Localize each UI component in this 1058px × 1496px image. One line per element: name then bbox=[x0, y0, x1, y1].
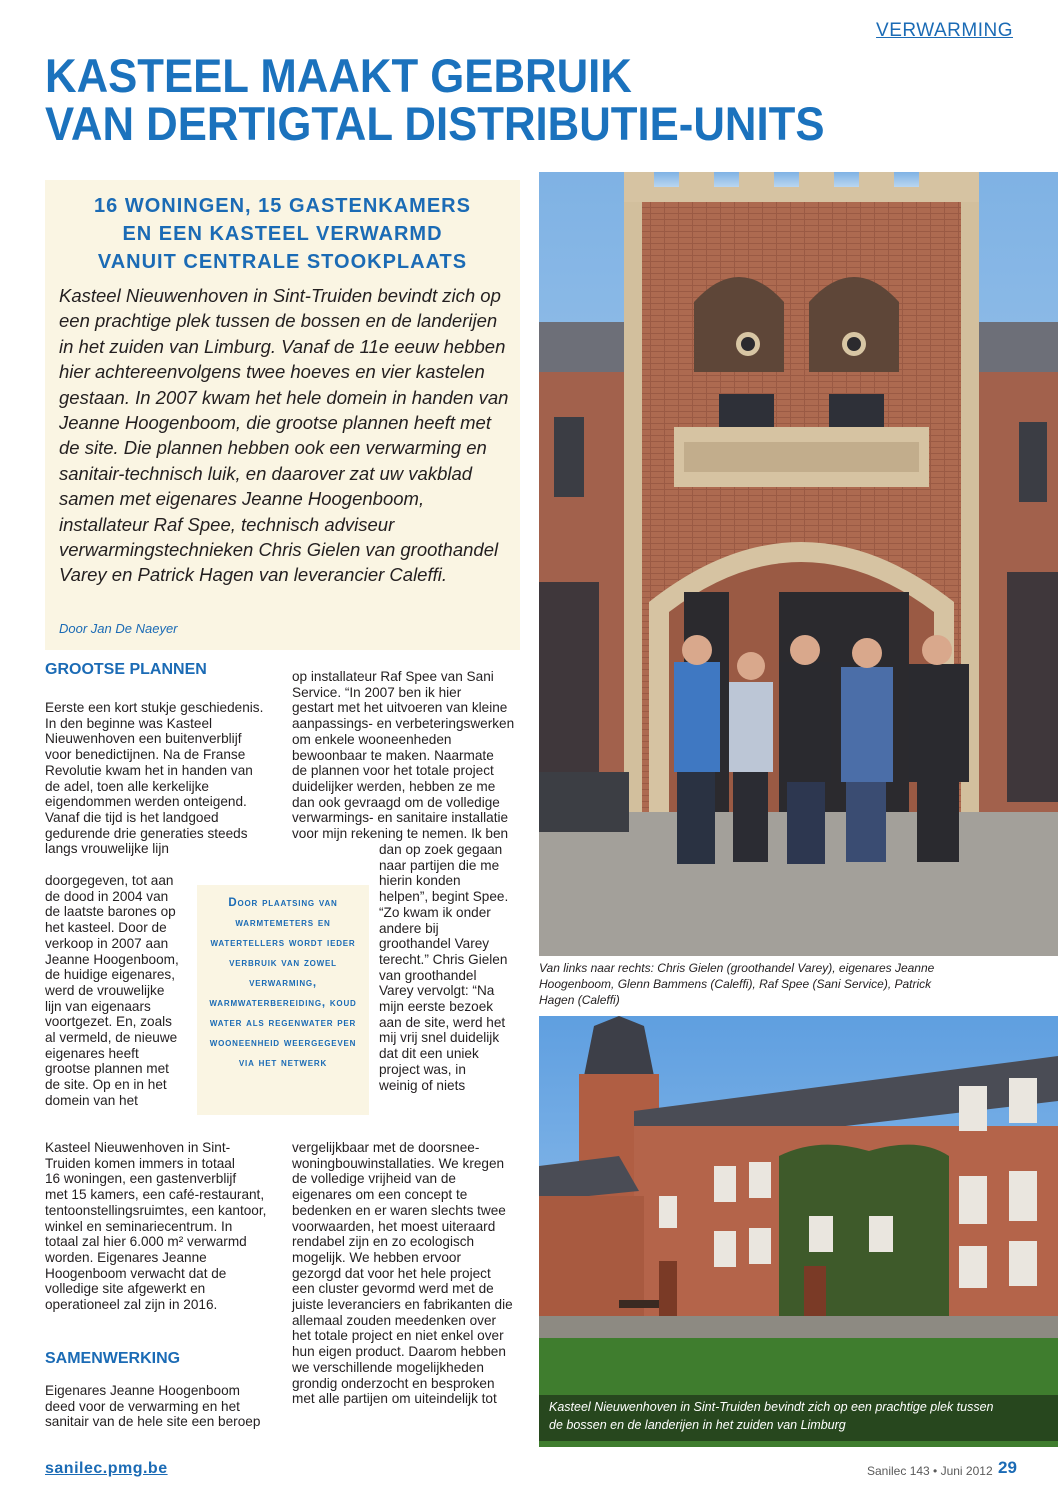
col1-paragraph-1: Eerste een kort stukje geschiedenis. In den beginne was Kasteel Nieuwenhoven een buitenverblijf voor benedictijnen. Na de Franse Revolutie kwam het in handen van de adel, toen alle kerkelijke eigendommen werden onteigend. Vanaf die tijd is het landgoed gedurende drie generaties steeds langs vrouwelijke lijn bbox=[45, 700, 264, 857]
subtitle-line: 16 WONINGEN, 15 GASTENKAMERS bbox=[94, 195, 471, 217]
intro-box bbox=[45, 180, 520, 650]
page-number: 29 bbox=[998, 1458, 1017, 1477]
byline: Door Jan De Naeyer bbox=[59, 621, 178, 636]
footer-website[interactable]: sanilec.pmg.be bbox=[45, 1460, 168, 1477]
photo-2-caption-bar bbox=[539, 1395, 1058, 1441]
photo-1-caption: Van links naar rechts: Chris Gielen (groothandel Varey), eigenares Jeanne Hoogenboom, Glenn Bammens (Caleffi), Raf Spee (Sani Service), Patrick Hagen (Caleffi) bbox=[539, 961, 935, 1008]
footer-issue: Sanilec 143 • Juni 2012 bbox=[867, 1464, 993, 1478]
pull-quote-box bbox=[197, 885, 369, 1115]
subtitle-line: EN EEN KASTEEL VERWARMD bbox=[122, 223, 443, 245]
col1-paragraph-3: Kasteel Nieuwenhoven in Sint- Truiden komen immers in totaal 16 woningen, een gastenverblijf met 15 kamers, een café-restaurant, tentoonstellingsruimtes, een kantoor, winkel en seminariecentrum. In totaal zal hier 6.000 m² verwarmd worden. Eigenares Jeanne Hoogenboom verwacht dat de volledige site afgewerkt en operationeel zal zijn in 2016. bbox=[45, 1140, 267, 1313]
col1-paragraph-4: Eigenares Jeanne Hoogenboom deed voor de verwarming en het sanitair van de hele site een beroep bbox=[45, 1383, 261, 1430]
photo-castle-courtyard bbox=[539, 1016, 1058, 1447]
heading-grootse-plannen: GROOTSE PLANNEN bbox=[45, 661, 207, 678]
intro-paragraph: Kasteel Nieuwenhoven in Sint-Truiden bevindt zich op een prachtige plek tussen de bossen en de landerijen in het zuiden van Limburg. Vanaf de 11e eeuw hebben hier achtereenvolgens twee hoeves en vier kastelen gestaan. In 2007 kwam het hele domein in handen van Jeanne Hoogenboom, die grootse plannen heeft met de site. Die plannen hebben ook een verwarming en sanitair-technisch luik, en daarover zat uw vakblad samen met eigenares Jeanne Hoogenboom, installateur Raf Spee, technisch adviseur verwarmingstechnieken Chris Gielen van groothandel Varey en Patrick Hagen van leverancier Caleffi. bbox=[59, 285, 509, 586]
col2-paragraph-1: op installateur Raf Spee van Sani Service. “In 2007 ben ik hier gestart met het uitvoeren van kleine aanpassings- en verbeteringswerken om enkele wooneenheden bewoonbaar te maken. Naarmate de plannen voor het totale project duidelijker werden, hebben ze me dan ook gevraagd om de volledige verwarmings- en sanitaire installatie voor mijn rekening te nemen. Ik ben bbox=[292, 669, 515, 842]
subtitle-line: VANUIT CENTRALE STOOKPLAATS bbox=[97, 251, 468, 273]
photo-2-caption: Kasteel Nieuwenhoven in Sint-Truiden bevindt zich op een prachtige plek tussen de bossen en de landerijen in het zuiden van Limburg bbox=[549, 1400, 994, 1432]
heading-samenwerking: SAMENWERKING bbox=[45, 1350, 181, 1367]
photo-castle-gate-group bbox=[539, 172, 1058, 956]
title-line-1: KASTEEL MAAKT GEBRUIK bbox=[45, 49, 632, 102]
col2-paragraph-2: dan op zoek gegaan naar partijen die me hierin konden helpen”, begint Spee. “Zo kwam ik onder andere bij groothandel Varey terecht.” Chris Gielen van groothandel Varey vervolgt: “Na mijn eerste bezoek aan de site, werd het mij vrij snel duidelijk dat dit een uniek project was, in weinig of niets bbox=[379, 842, 509, 1093]
col1-paragraph-2: doorgegeven, tot aan de dood in 2004 van de laatste barones op het kasteel. Door de verkoop in 2007 aan Jeanne Hoogenboom, de huidige eigenares, werd de vrouwelijke lijn van eigenaars voortgezet. En, zoals al vermeld, de nieuwe eigenares heeft grootse plannen met de site. Op en in het domein van het bbox=[45, 873, 179, 1108]
section-tag: VERWARMING bbox=[876, 20, 1013, 41]
article-title bbox=[45, 49, 956, 150]
col2-paragraph-3: vergelijkbaar met de doorsnee- woningbouwinstallaties. We kregen de volledige vrijheid van de eigenares om een concept te bedenken en er waren slechts twee voorwaarden, het moest uiteraard rendabel zijn en zo ecologisch mogelijk. We hebben ervoor gezorgd dat voor het hele project een cluster gevormd werd met de juiste leveranciers en fabrikanten die allemaal zouden meedenken over het totale project en niet enkel over hun eigen product. Daarom hebben we verschillende mogelijkheden grondig onderzocht en besproken met alle partijen om uiteindelijk tot bbox=[292, 1140, 513, 1407]
subtitle bbox=[45, 192, 520, 276]
title-line-2: VAN DERTIGTAL DISTRIBUTIE-UNITS bbox=[45, 97, 825, 150]
pull-quote: Door plaatsing van warmtemeters en watertellers wordt ieder verbruik van zowel verwarming, warmwaterbereiding, koud water als regenwater per wooneenheid weergegeven via het netwerk bbox=[209, 897, 357, 1069]
